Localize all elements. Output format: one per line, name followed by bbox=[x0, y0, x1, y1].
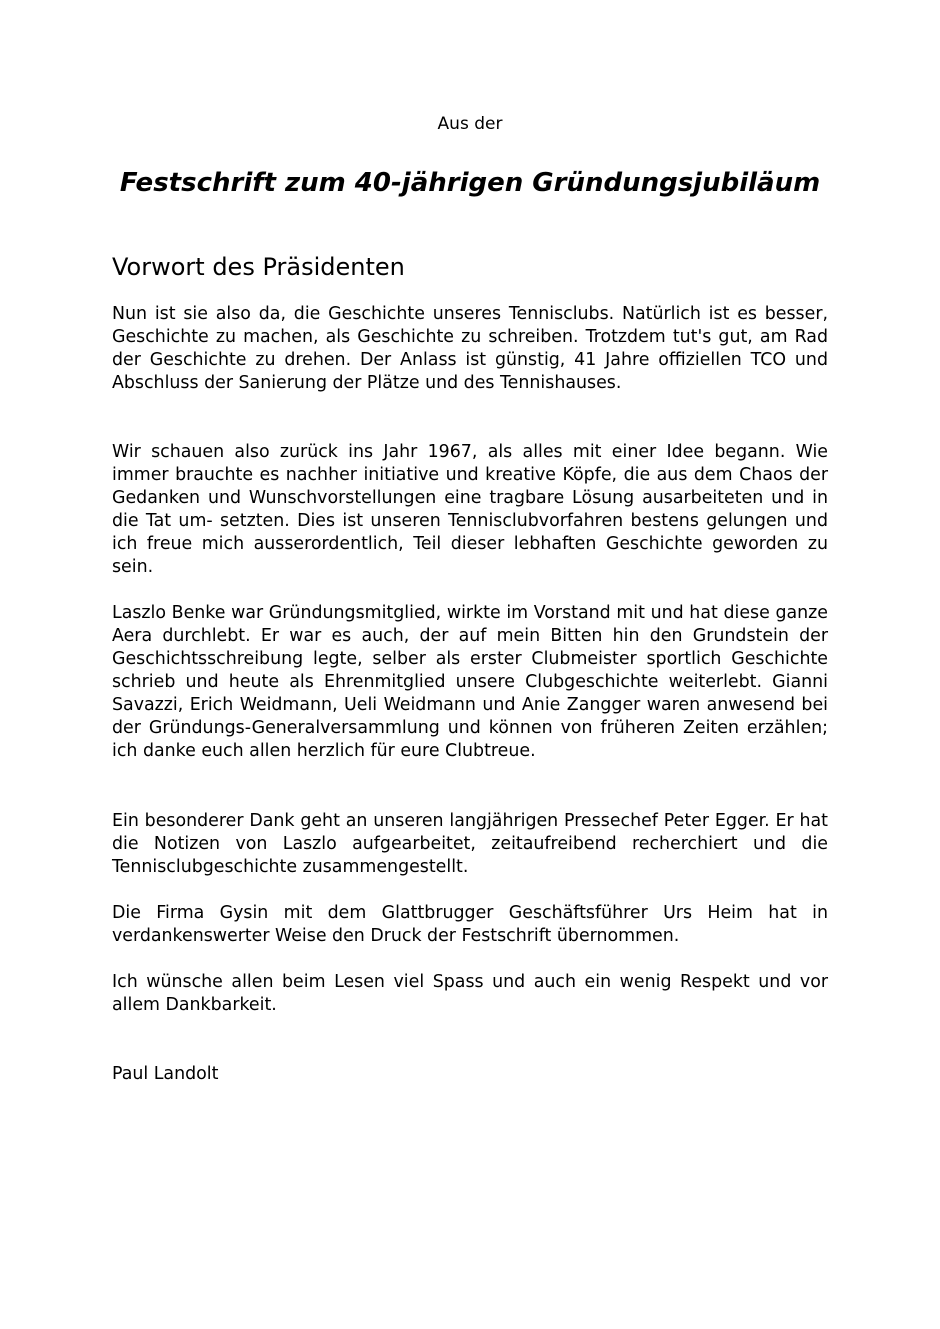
document-title: Festschrift zum 40-jährigen Gründungsjubiläum bbox=[119, 168, 821, 198]
paragraph-6: Ich wünsche allen beim Lesen viel Spass und auch ein wenig Respekt und vor allem Dankbarkeit. bbox=[112, 972, 828, 1015]
paragraph-2: Wir schauen also zurück ins Jahr 1967, als alles mit einer Idee begann. Wie immer brauchte es nachher initiative und kreative Köpfe, die aus dem Chaos der Gedanken und Wunschvorstellungen eine tragbare Lösung ausarbeiteten und in die Tat um- setzten. Dies ist unseren Tennisclubvorfahren bestens gelungen und ich freue mich ausserordentlich, Teil dieser lebhaften Geschichte geworden zu sein. bbox=[112, 442, 828, 577]
paragraph-5: Die Firma Gysin mit dem Glattbrugger Geschäftsführer Urs Heim hat in verdankenswerter Weise den Druck der Festschrift übernommen. bbox=[112, 903, 828, 946]
signature: Paul Landolt bbox=[112, 1064, 219, 1084]
section-heading: Vorwort des Präsidenten bbox=[112, 253, 405, 281]
paragraph-4: Ein besonderer Dank geht an unseren langjährigen Pressechef Peter Egger. Er hat die Notizen von Laszlo aufgearbeitet, zeitaufreibend recherchiert und die Tennisclubgeschichte zusammengestellt. bbox=[112, 811, 828, 877]
intro-text: Aus der bbox=[437, 114, 503, 134]
paragraph-3: Laszlo Benke war Gründungsmitglied, wirkte im Vorstand mit und hat diese ganze Aera durchlebt. Er war es auch, der auf mein Bitten hin den Grundstein der Geschichtsschreibung legte, selber als erster Clubmeister sportlich Geschichte schrieb und heute als Ehrenmitglied unsere Clubgeschichte weiterlebt. Gianni Savazzi, Erich Weidmann, Ueli Weidmann und Anie Zangger waren anwesend bei der Gründungs-Generalversammlung und können von früheren Zeiten erzählen; ich danke euch allen herzlich für eure Clubtreue. bbox=[112, 603, 828, 761]
paragraph-1: Nun ist sie also da, die Geschichte unseres Tennisclubs. Natürlich ist es besser, Geschichte zu machen, als Geschichte zu schreiben. Trotzdem tut's gut, am Rad der Geschichte zu drehen. Der Anlass ist günstig, 41 Jahre offiziellen TCO und Abschluss der Sanierung der Plätze und des Tennishauses. bbox=[112, 304, 828, 393]
